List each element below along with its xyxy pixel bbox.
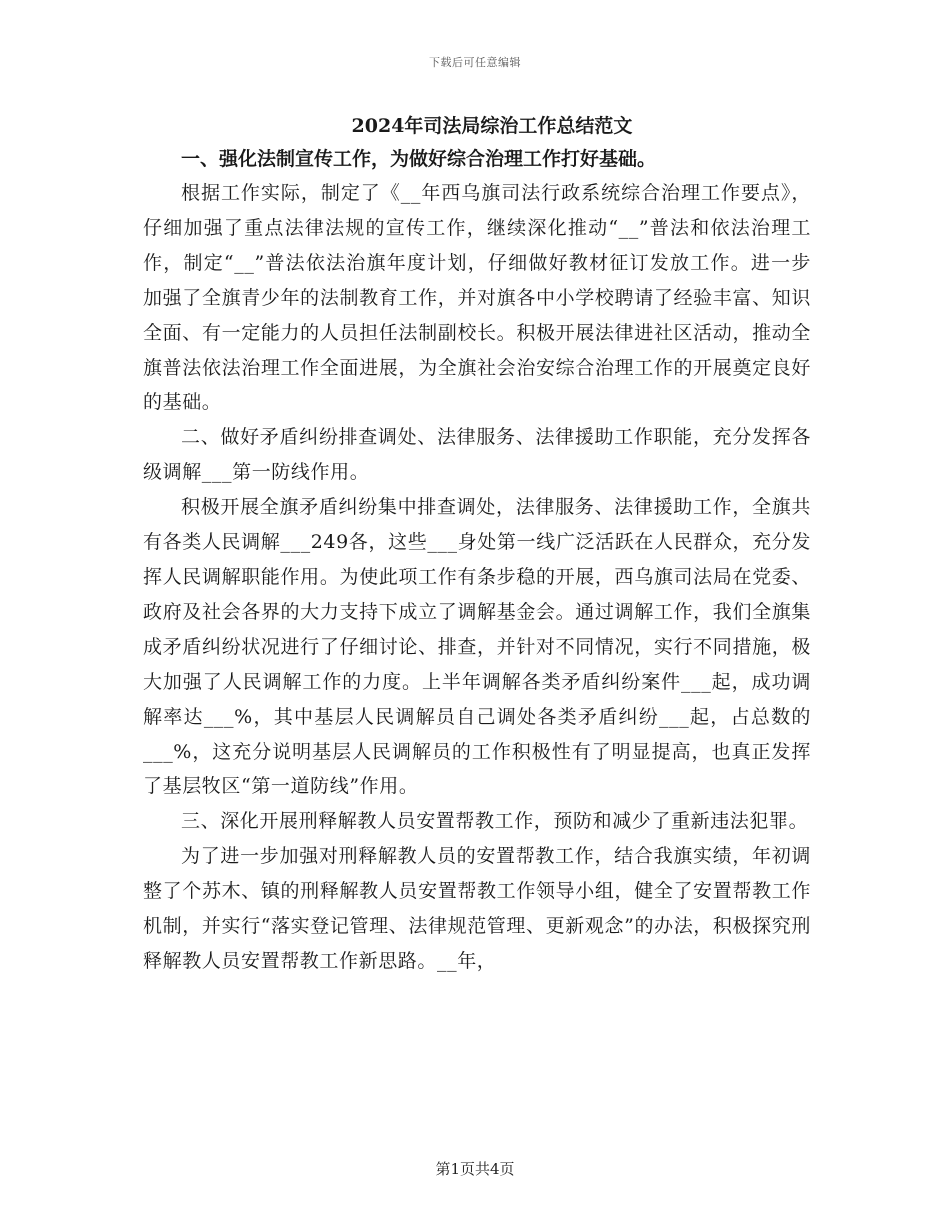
document-body xyxy=(143,110,811,979)
document-title: 2024年司法局综治工作总结范文 xyxy=(351,115,633,137)
paragraph-1: 根据工作实际，制定了《__年西乌旗司法行政系统综合治理工作要点》，仔细加强了重点法律法规的宣传工作，继续深化推动“__”普法和依法治理工作，制定“__”普法依法治旗年度计划，仔细做好教材征订发放工作。进一步加强了全旗青少年的法制教育工作，并对旗各中小学校聘请了经验丰富、知识全面、有一定能力的人员担任法制副校长。积极开展法律进社区活动，推动全旗普法依法治理工作全面进展，为全旗社会治安综合治理工作的开展奠定良好的基础。 xyxy=(143,182,811,414)
section-heading-3: 三、深化开展刑释解教人员安置帮教工作，预防和减少了重新违法犯罪。 xyxy=(181,810,809,833)
page-indicator: 第1页共4页 xyxy=(435,1160,515,1178)
paragraph-2: 积极开展全旗矛盾纠纷集中排查调处，法律服务、法律援助工作，全旗共有各类人民调解___249各，这些___身处第一线广泛活跃在人民群众，充分发挥人民调解职能作用。为使此项工作有条步稳的开展，西乌旗司法局在党委、政府及社会各界的大力支持下成立了调解基金会。通过调解工作，我们全旗集成矛盾纠纷状况进行了仔细讨论、排查，并针对不同情况，实行不同措施，极大加强了人民调解工作的力度。上半年调解各类矛盾纠纷案件___起，成功调解率达___%，其中基层人民调解员自己调处各类矛盾纠纷___起，占总数的___%，这充分说明基层人民调解员的工作积极性有了明显提高，也真正发挥了基层牧区“第一道防线”作用。 xyxy=(143,496,811,798)
section-heading-2: 二、做好矛盾纠纷排查调处、法律服务、法律援助工作职能，充分发挥各级调解___第一防线作用。 xyxy=(143,426,811,484)
section-heading-1: 一、强化法制宣传工作，为做好综合治理工作打好基础。 xyxy=(181,148,657,170)
paragraph-3: 为了进一步加强对刑释解教人员的安置帮教工作，结合我旗实绩，年初调整了个苏木、镇的刑释解教人员安置帮教工作领导小组，健全了安置帮教工作机制，并实行“落实登记管理、法律规范管理、更新观念”的办法，积极探究刑释解教人员安置帮教工作新思路。__年， xyxy=(143,845,811,972)
header-note: 下载后可任意编辑 xyxy=(429,56,521,69)
